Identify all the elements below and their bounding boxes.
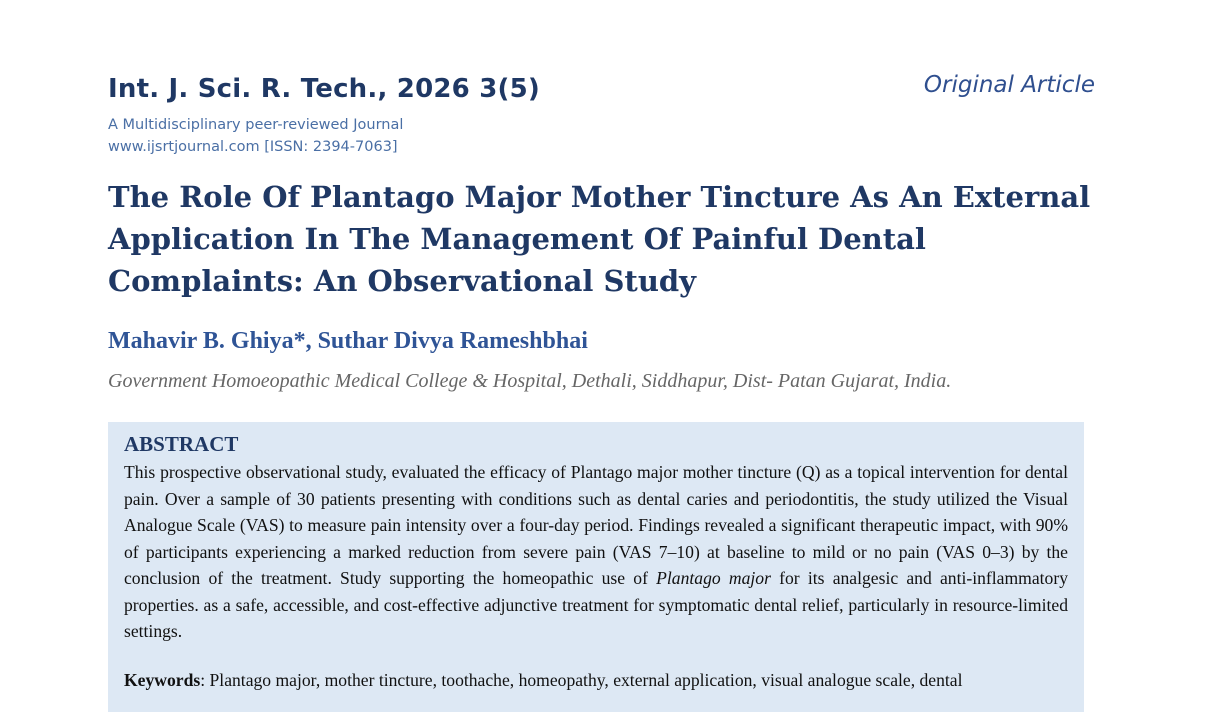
abstract-heading: ABSTRACT xyxy=(124,432,239,456)
journal-tagline: A Multidisciplinary peer-reviewed Journal xyxy=(108,117,404,133)
journal-website: www.ijsrtjournal.com [ISSN: 2394-7063] xyxy=(108,139,398,155)
abstract-body xyxy=(124,459,1068,645)
keywords-label: Keywords xyxy=(124,670,201,690)
abstract-text-italic: Plantago major xyxy=(656,568,771,588)
journal-title: Int. J. Sci. R. Tech., 2026 3(5) xyxy=(108,74,540,104)
abstract-section xyxy=(108,422,1084,712)
keywords-line xyxy=(124,667,1068,694)
author-affiliation: Government Homoeopathic Medical College & Hospital, Dethali, Siddhapur, Dist- Patan Gujarat, India. xyxy=(108,370,952,392)
abstract-text-part1: This prospective observational study, evaluated the efficacy of Plantago major mother tincture (Q) as a topical intervention for dental pain. Over a sample of 30 patients presenting with conditions such as dental caries and periodontitis, the study utilized the Visual Analogue Scale (VAS) to measure pain intensity over a four-day period. Findings revealed a significant therapeutic impact, with 90% of participants experiencing a marked reduction from severe pain (VAS 7–10) at baseline to mild or no pain (VAS 0–3) by the conclusion of the treatment. Study supporting the homeopathic use of xyxy=(124,462,1068,588)
keywords-text: : Plantago major, mother tincture, toothache, homeopathy, external application, visual analogue scale, dental xyxy=(200,670,963,690)
paper-title: The Role Of Plantago Major Mother Tincture As An External Application In The Management Of Painful Dental Complaints: An Observational Study xyxy=(108,180,1091,298)
article-type-label: Original Article xyxy=(923,72,1095,98)
author-list: Mahavir B. Ghiya*, Suthar Divya Rameshbhai xyxy=(108,328,588,354)
journal-info xyxy=(108,114,403,158)
abstract-text-part2: for its analgesic and anti-inflammatory properties. as a safe, accessible, and cost-effective adjunctive treatment for symptomatic dental relief, particularly in resource-limited settings. xyxy=(124,568,1068,641)
